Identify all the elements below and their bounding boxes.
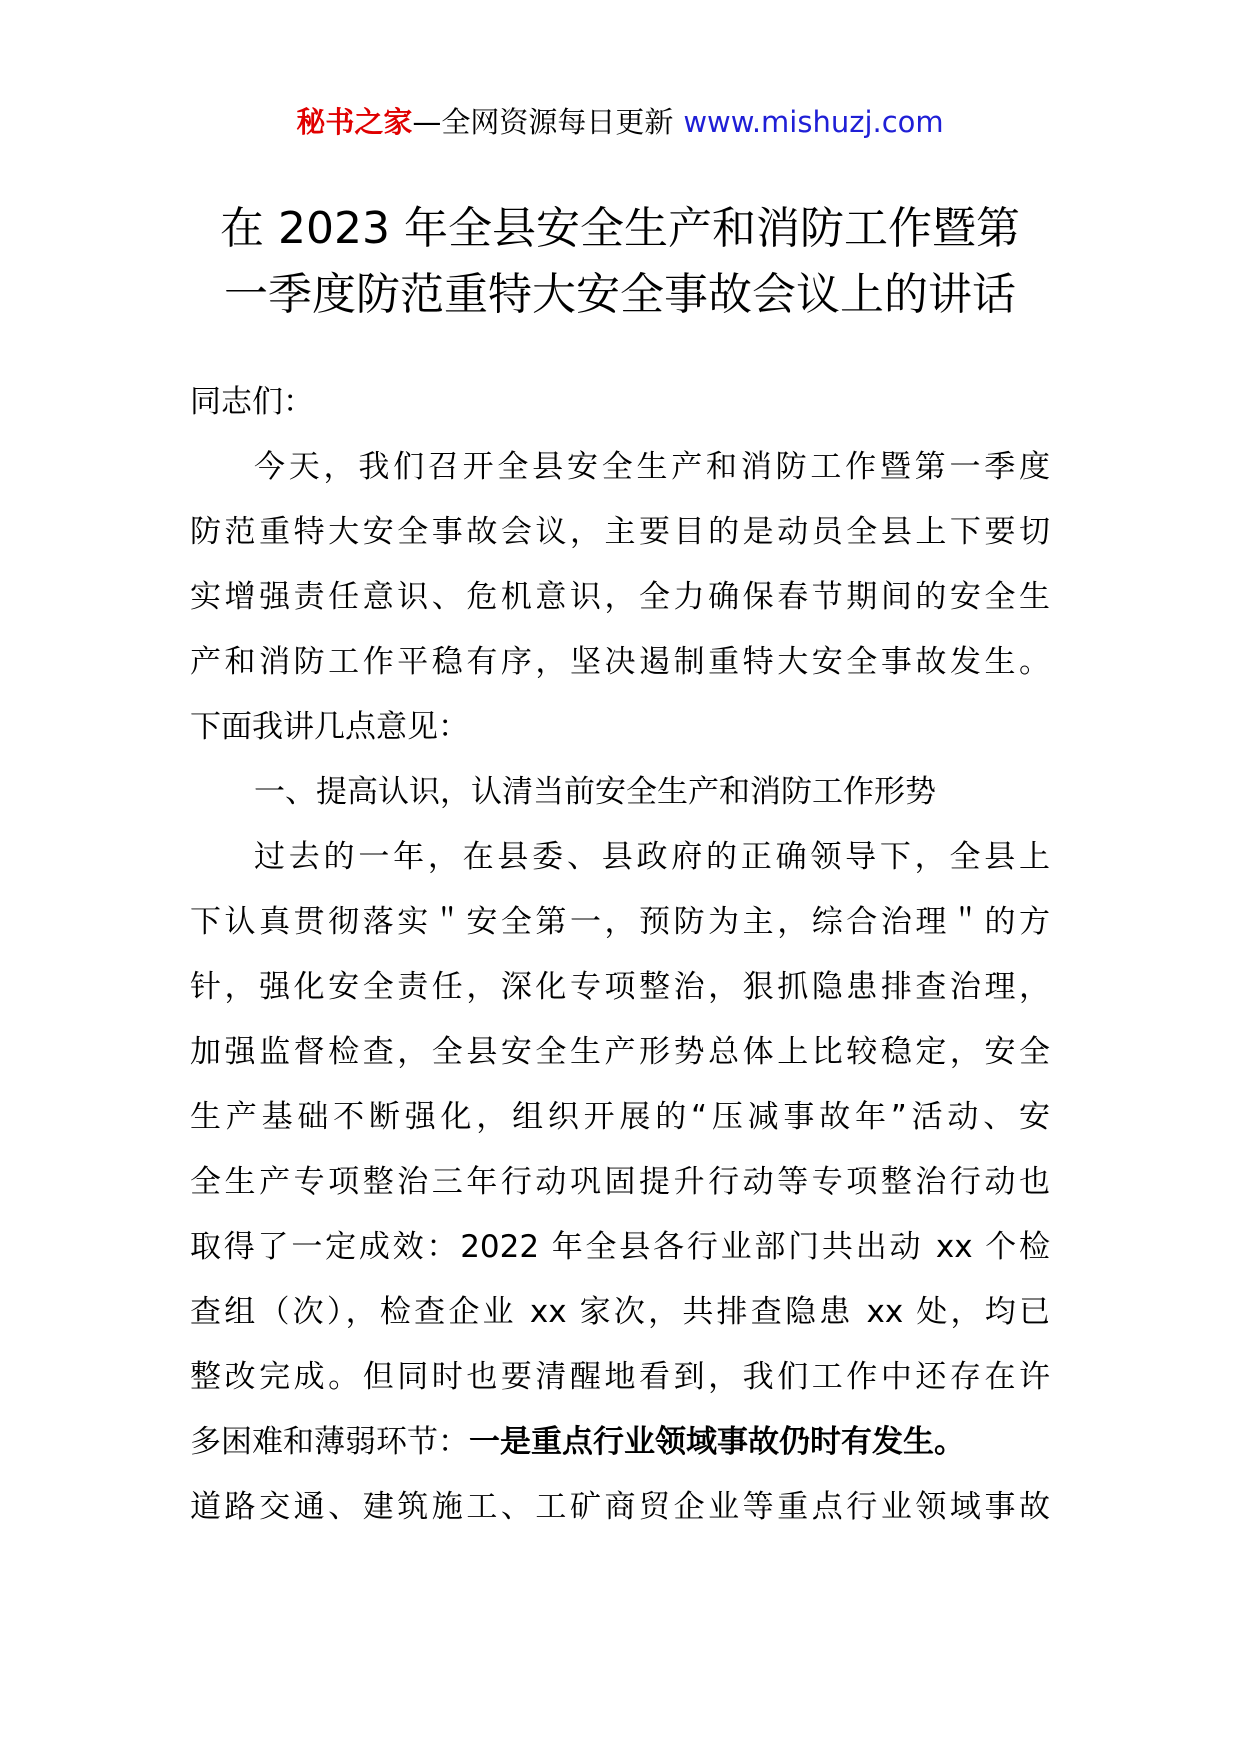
paragraph-line: 下认真贯彻落实＂安全第一，预防为主，综合治理＂的方 bbox=[190, 904, 1050, 940]
paragraph-line: 取得了一定成效：2022 年全县各行业部门共出动 xx 个检 bbox=[190, 1229, 1050, 1265]
document-title bbox=[190, 196, 1050, 328]
paragraph-line: 实增强责任意识、危机意识，全力确保春节期间的安全生 bbox=[190, 579, 1050, 615]
paragraph-line: 过去的一年，在县委、县政府的正确领导下，全县上 bbox=[254, 839, 1050, 875]
paragraph-line: 全生产专项整治三年行动巩固提升行动等专项整治行动也 bbox=[190, 1164, 1050, 1200]
emphasis-text: 一是重点行业领域事故仍时有发生。 bbox=[469, 1424, 965, 1460]
paragraph-line: 道路交通、建筑施工、工矿商贸企业等重点行业领域事故 bbox=[190, 1489, 1050, 1525]
banner-tagline: —全网资源每日更新 bbox=[412, 105, 674, 139]
paragraph-line: 产和消防工作平稳有序，坚决遏制重特大安全事故发生。 bbox=[190, 644, 1050, 680]
paragraph-line-mixed bbox=[190, 1410, 1050, 1475]
salutation: 同志们： bbox=[190, 384, 314, 420]
brand-name: 秘书之家 bbox=[296, 105, 413, 139]
paragraph-line: 生产基础不断强化，组织开展的“压减事故年”活动、安 bbox=[190, 1099, 1050, 1135]
section-heading-1: 一、提高认识，认清当前安全生产和消防工作形势 bbox=[254, 774, 936, 810]
site-banner bbox=[0, 102, 1240, 142]
paragraph-line: 查组（次），检查企业 xx 家次，共排查隐患 xx 处，均已 bbox=[190, 1294, 1050, 1330]
site-url-link[interactable]: www.mishuzj.com bbox=[683, 105, 944, 139]
paragraph-text: 多困难和薄弱环节： bbox=[190, 1424, 469, 1460]
title-line-2: 一季度防范重特大安全事故会议上的讲话 bbox=[224, 269, 1016, 320]
paragraph-line: 整改完成。但同时也要清醒地看到，我们工作中还存在许 bbox=[190, 1359, 1050, 1395]
title-line-1: 在 2023 年全县安全生产和消防工作暨第 bbox=[220, 203, 1020, 254]
document-body bbox=[190, 370, 1050, 1540]
paragraph-line: 加强监督检查，全县安全生产形势总体上比较稳定，安全 bbox=[190, 1034, 1050, 1070]
paragraph-line: 下面我讲几点意见： bbox=[190, 709, 469, 745]
paragraph-line: 针，强化安全责任，深化专项整治，狠抓隐患排查治理， bbox=[190, 969, 1050, 1005]
paragraph-line: 防范重特大安全事故会议，主要目的是动员全县上下要切 bbox=[190, 514, 1050, 550]
paragraph-line: 今天，我们召开全县安全生产和消防工作暨第一季度 bbox=[254, 449, 1050, 485]
